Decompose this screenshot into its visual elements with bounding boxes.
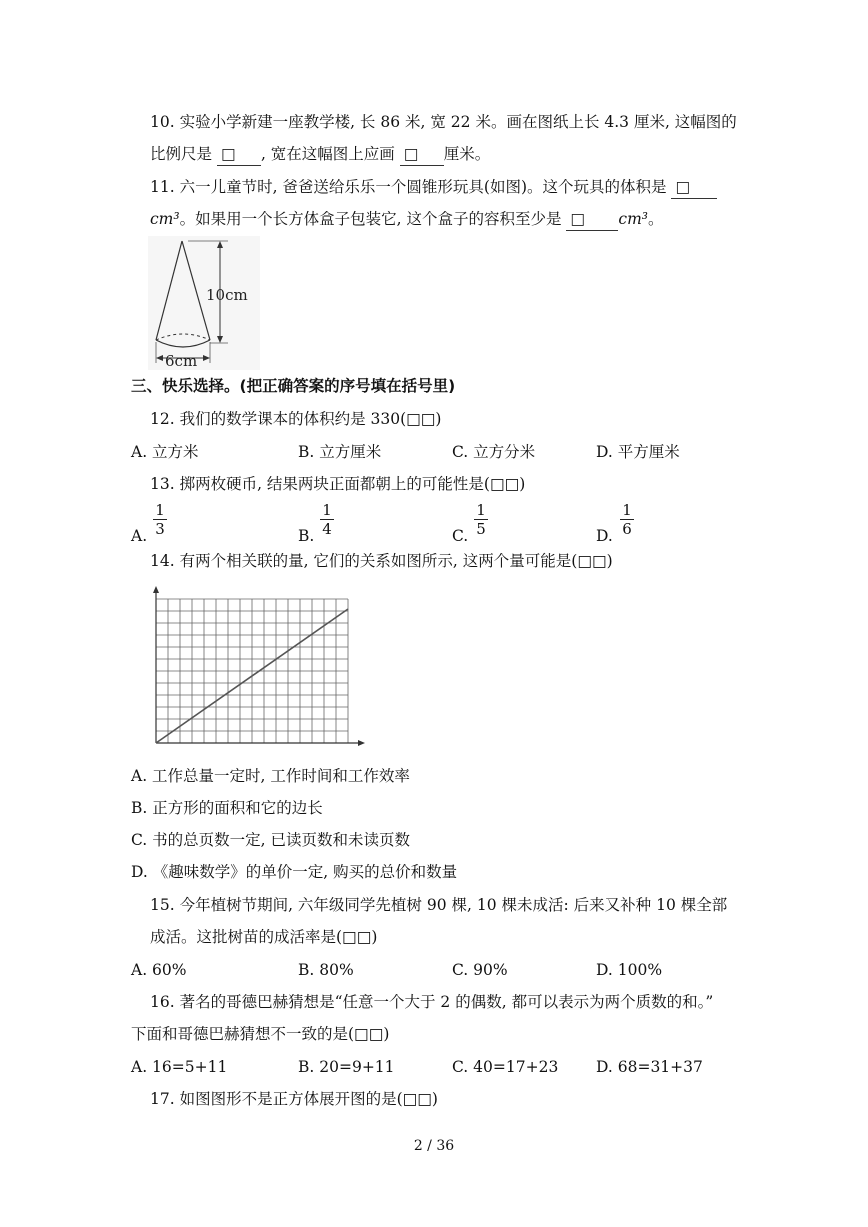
q16-option-a[interactable]: A. 16=5+11 — [131, 1058, 228, 1076]
q15-option-d[interactable]: D. 100% — [596, 961, 663, 979]
q15-option-c[interactable]: C. 90% — [452, 961, 508, 979]
q17-stem: 17. 如图图形不是正方体展开图的是(□□) — [150, 1090, 438, 1108]
q16-option-c[interactable]: C. 40=17+23 — [452, 1058, 559, 1076]
q13-fraction-c: 1 5 — [474, 502, 488, 537]
q12-option-d[interactable]: D. 平方厘米 — [596, 443, 680, 461]
q10-line2: 比例尺是 □ , 宽在这幅图上应画 □ 厘米。 — [150, 143, 490, 166]
cone-height-label: 10cm — [206, 286, 248, 304]
q15-option-b[interactable]: B. 80% — [298, 961, 354, 979]
q14-option-a[interactable]: A. 工作总量一定时, 工作时间和工作效率 — [131, 767, 410, 785]
q10-blank-scale[interactable]: □ — [217, 143, 261, 166]
cone-figure — [148, 236, 260, 370]
q11-line1: 11. 六一儿童节时, 爸爸送给乐乐一个圆锥形玩具(如图)。这个玩具的体积是 □ — [150, 176, 717, 199]
q13-fraction-d: 1 6 — [620, 502, 634, 537]
q14-option-d[interactable]: D. 《趣味数学》的单价一定, 购买的总价和数量 — [131, 863, 458, 881]
cone-diameter-label: 6cm — [165, 352, 198, 370]
q13-fraction-a: 1 3 — [153, 502, 167, 537]
q16-option-b[interactable]: B. 20=9+11 — [298, 1058, 395, 1076]
q15-line1: 15. 今年植树节期间, 六年级同学先植树 90 棵, 10 棵未成活: 后来又补种 10 棵全部 — [150, 896, 728, 914]
q16-line2: 下面和哥德巴赫猜想不一致的是(□□) — [131, 1025, 390, 1043]
q10-blank-width[interactable]: □ — [400, 143, 444, 166]
q14-option-b[interactable]: B. 正方形的面积和它的边长 — [131, 799, 323, 817]
q14-option-c[interactable]: C. 书的总页数一定, 已读页数和未读页数 — [131, 831, 411, 849]
q15-line2: 成活。这批树苗的成活率是(□□) — [150, 928, 378, 946]
q12-option-a[interactable]: A. 立方米 — [131, 443, 199, 461]
q13-option-c[interactable]: C. — [452, 527, 469, 545]
q13-option-b[interactable]: B. — [298, 527, 315, 545]
q11-blank-box-volume[interactable]: □ — [566, 208, 618, 231]
q11-line2: cm³。如果用一个长方体盒子包装它, 这个盒子的容积至少是 □ cm³。 — [150, 208, 664, 231]
page-number: 2 / 36 — [413, 1138, 455, 1154]
q14-relation-graph — [146, 585, 368, 751]
q14-stem: 14. 有两个相关联的量, 它们的关系如图所示, 这两个量可能是(□□) — [150, 552, 613, 570]
q12-option-b[interactable]: B. 立方厘米 — [298, 443, 382, 461]
q13-fraction-b: 1 4 — [320, 502, 334, 537]
q16-option-d[interactable]: D. 68=31+37 — [596, 1058, 703, 1076]
q14-graph-grid — [156, 599, 348, 743]
q12-stem: 12. 我们的数学课本的体积约是 330(□□) — [150, 410, 442, 428]
q10-line1: 10. 实验小学新建一座教学楼, 长 86 米, 宽 22 米。画在图纸上长 4.3 厘米, 这幅图的 — [150, 113, 737, 131]
q14-graph-y-arrow — [153, 586, 159, 593]
q13-stem: 13. 掷两枚硬币, 结果两块正面都朝上的可能性是(□□) — [150, 475, 526, 493]
q12-option-c[interactable]: C. 立方分米 — [452, 443, 536, 461]
section-3-title: 三、快乐选择。(把正确答案的序号填在括号里) — [131, 377, 456, 395]
q13-option-a[interactable]: A. — [131, 527, 148, 545]
q14-graph-x-arrow — [358, 740, 365, 746]
q11-blank-volume[interactable]: □ — [671, 176, 717, 199]
q16-line1: 16. 著名的哥德巴赫猜想是“任意一个大于 2 的偶数, 都可以表示为两个质数的和。” — [150, 993, 714, 1011]
q13-option-d[interactable]: D. — [596, 527, 613, 545]
q15-option-a[interactable]: A. 60% — [131, 961, 187, 979]
